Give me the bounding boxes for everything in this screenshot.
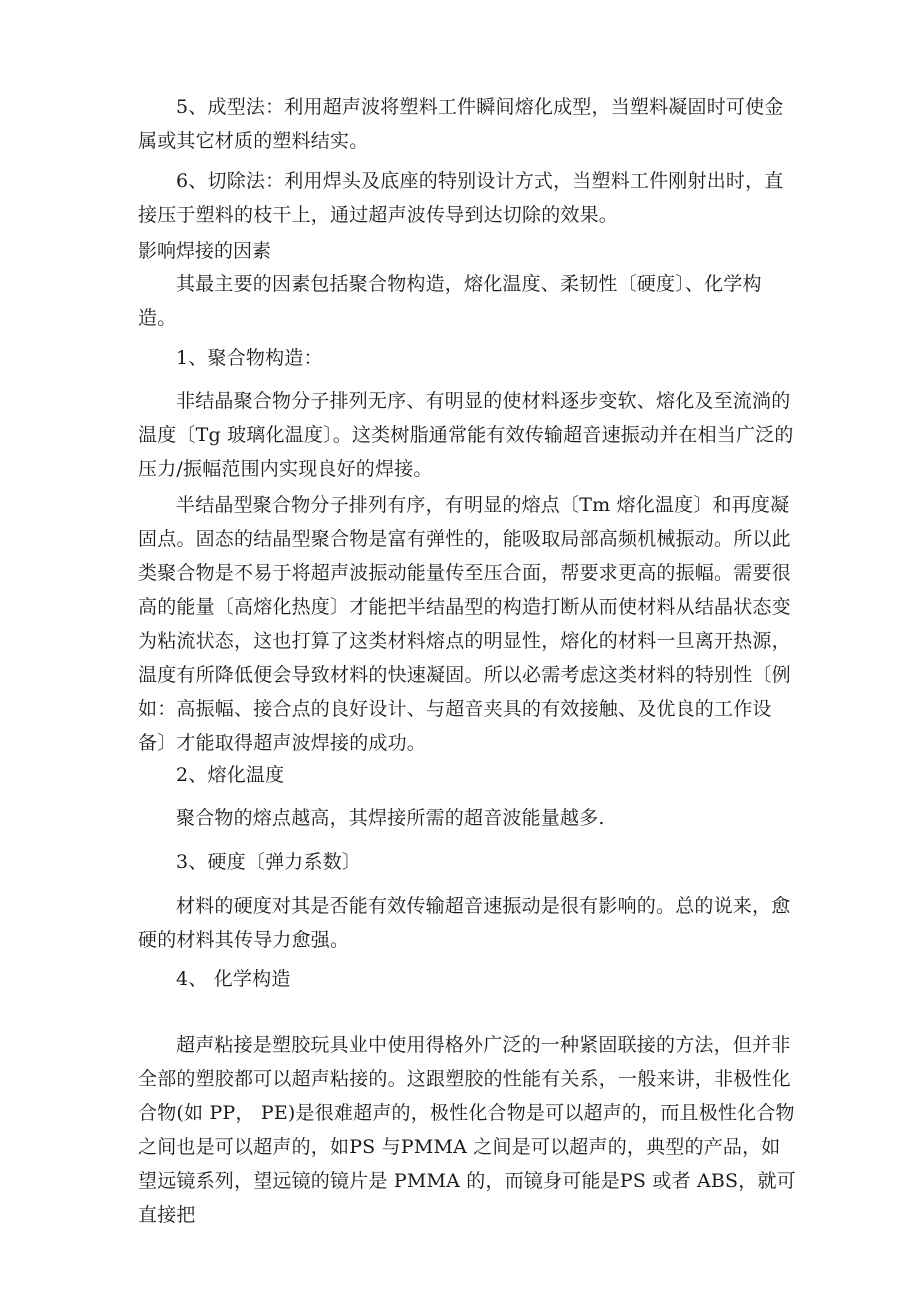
item-hardness: 3、硬度〔弹力系数〕: [176, 851, 362, 873]
paragraph-semicrystalline-polymer: 半结晶型聚合物分子排列有序，有明显的熔点〔Tm 熔化温度〕和再度凝固点。固态的结晶型聚合物是富有弹性的，能吸取局部高频机械振动。所以此类聚合物是不易于将超声波振动能量传至压合面，帮要求更高的振幅。需要很高的能量〔高熔化热度〕才能把半结晶型的构造打断从而使材料从结晶状态变为粘流状态，这也打算了这类材料熔点的明显性，熔化的材料一旦离开热源，温度有所降低便会导致材料的快速凝固。所以必需考虑这类材料的特别性〔例如：高振幅、接合点的良好设计、与超音夹具的有效接触、及优良的工作设备〕才能取得超声波焊接的成功。: [138, 494, 791, 754]
paragraph-amorphous-polymer: 非结晶聚合物分子排列无序、有明显的使材料逐步变软、熔化及至流淌的温度〔Tg 玻璃化温度〕。这类树脂通常能有效传输超音速振动并在相当广泛的压力/振幅范围内实现良好的焊接。: [138, 390, 794, 480]
section-heading-welding-factors: 影响焊接的因素: [138, 240, 272, 262]
paragraph-ultrasonic-bonding: 超声粘接是塑胶玩具业中使用得格外广泛的一种紧固联接的方法，但并非全部的塑胶都可以超声粘接的。这跟塑胶的性能有关系，一般来讲，非极性化合物(如 PP， PE)是很难超声的，极性化合物是可以超声的，而且极性化合物之间也是可以超声的，如PS 与PMMA 之间是可以超声的，典型的产品，如望远镜系列，望远镜的镜片是 PMMA 的，而镜身可能是PS 或者 ABS，就可直接把: [138, 1034, 796, 1226]
paragraph-forming-method: 5、成型法：利用超声波将塑料工件瞬间熔化成型，当塑料凝固时可使金属或其它材质的塑料结实。: [138, 96, 784, 152]
item-polymer-structure: 1、聚合物构造：: [176, 347, 323, 369]
paragraph-main-factors: 其最主要的因素包括聚合物构造，熔化温度、柔韧性〔硬度〕、化学构造。: [138, 273, 762, 329]
paragraph-melting-point: 聚合物的熔点越高，其焊接所需的超音波能量越多.: [176, 807, 605, 829]
paragraph-cutting-method: 6、切除法：利用焊头及底座的特别设计方式，当塑料工件刚射出时，直接压于塑料的枝干上，通过超声波传导到达切除的效果。: [138, 170, 784, 226]
paragraph-hardness: 材料的硬度对其是否能有效传输超音速振动是很有影响的。总的说来，愈硬的材料其传导力愈强。: [138, 895, 791, 951]
item-chemical-structure: 4、 化学构造: [176, 968, 291, 990]
item-melting-temperature: 2、熔化温度: [176, 764, 285, 786]
